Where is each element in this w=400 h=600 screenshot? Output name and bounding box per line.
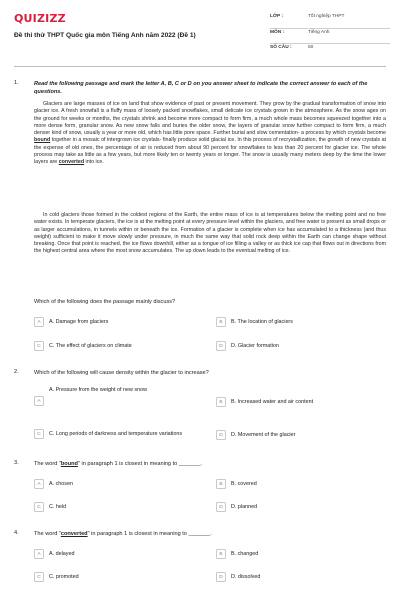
option-a[interactable]: [34, 388, 187, 406]
option-letter: D: [216, 502, 226, 512]
option-letter: C: [34, 502, 44, 512]
option-label: B. The location of glaciers: [231, 318, 293, 325]
option-c[interactable]: [34, 572, 79, 582]
passage-paragraph-2: In cold glaciers those formed in the coldest regions of the Earth, the entire mass of ice is at temperatures below the melting point and no free water exists. In temperate glaciers, the ice is at the melting point at every pressure level within the glaciers, and free water is present as small drops or as larger accumulations, in tunnels within or beneath the ice. Formation of a glacier is complete when ice has accumulated to a thickness (and thus weight) sufficient to make it move slowly under pressure, in much the same way that solid rock deep within the Earth can change shape without breaking. Once that point is reached, the ice flows downhill, either as a tongue of ice filling a valley or as thick ice cap that flows out in directions from the highest central area where the most snow accumulates. The up down leads to the eventual melting of ice.: [34, 212, 386, 255]
question-text: " in paragraph 1 is closest in meaning to: [87, 531, 187, 537]
option-label: C. The effect of glaciers on climate: [49, 342, 132, 349]
question-text: " in paragraph 1 is closest in meaning to: [77, 461, 178, 467]
passage-paragraph-1: [34, 101, 386, 167]
option-label: D. dissolved: [231, 573, 261, 580]
option-letter: D: [216, 572, 226, 582]
meta-label: SỐ CÂU :: [270, 45, 292, 50]
question-prompt: Which of the following will cause density within the glacier to increase?: [34, 370, 209, 376]
question-number: 3.: [14, 460, 19, 466]
option-b[interactable]: [216, 479, 257, 489]
option-letter: C: [34, 572, 44, 582]
option-a[interactable]: [34, 317, 108, 327]
option-d[interactable]: [216, 502, 257, 512]
question-number: 2.: [14, 369, 19, 375]
meta-value: 50: [308, 45, 314, 50]
option-letter: D: [216, 430, 226, 440]
passage-text: into ice.: [84, 159, 104, 166]
option-letter: C: [34, 341, 44, 351]
option-letter: A: [34, 549, 44, 559]
question-text: The word ": [34, 531, 61, 537]
keyword-bound: bound: [60, 461, 78, 467]
option-label: C. promoted: [49, 573, 79, 580]
keyword-converted: converted: [58, 159, 85, 166]
meta-value: Tiếng Anh: [308, 29, 330, 35]
option-label: A. Pressure from the weight of new snow: [49, 387, 147, 393]
meta-label: MÔN :: [270, 29, 285, 35]
option-letter: B: [216, 479, 226, 489]
option-d[interactable]: [216, 430, 295, 440]
option-c[interactable]: [34, 341, 132, 351]
meta-value: Tốt nghiệp THPT: [308, 14, 345, 19]
option-letter: A: [34, 317, 44, 327]
option-letter: B: [216, 549, 226, 559]
option-d[interactable]: [216, 572, 260, 582]
option-label: B. Increased water and air content: [231, 398, 314, 405]
meta-row-subject: [270, 29, 390, 45]
question-number: 1.: [14, 80, 19, 86]
option-label: A. delayed: [49, 550, 75, 557]
option-b[interactable]: [216, 317, 293, 327]
option-label: A. Damage from glaciers: [49, 318, 109, 325]
option-label: D. Movement of the glacier: [231, 431, 296, 438]
question-prompt: The word "converted" in paragraph 1 is closest in meaning to _______.: [34, 531, 212, 537]
meta-label: LỚP :: [270, 14, 284, 19]
option-label: D. Glacier formation: [231, 342, 279, 349]
option-letter: A: [34, 396, 44, 406]
option-letter: C: [34, 429, 44, 439]
passage-text: together in a mosaic of intergrown ice crystals- finally produce solid glacial ice. In this process of recrystallization, the growth of new crystals at the expense of old ones, the percentage of air is reduced from about 90 percent for snowflakes to less than 20 percent for glacier ice. The whole process may take as little as a few years, but more likely ten or twenty years or longer. The snow is usually many meters deep by the time the lower layers are: [34, 137, 386, 166]
option-letter: B: [216, 397, 226, 407]
meta-row-count: [270, 44, 390, 60]
option-label: A. chosen: [49, 480, 73, 487]
option-d[interactable]: [216, 341, 279, 351]
option-b[interactable]: [216, 397, 313, 407]
option-letter: B: [216, 317, 226, 327]
question-prompt: Which of the following does the passage mainly discuss?: [34, 299, 176, 305]
option-label: C. held: [49, 503, 67, 510]
option-letter: D: [216, 341, 226, 351]
worksheet-header: [0, 0, 400, 68]
option-b[interactable]: [216, 549, 258, 559]
keyword-bound: bound: [34, 137, 51, 144]
page-title: Đề thi thử THPT Quốc gia môn Tiếng Anh năm 2022 (Đề 1): [14, 32, 196, 39]
option-label: B. changed: [231, 550, 259, 557]
question-prompt: The word "bound" in paragraph 1 is closest in meaning to _______.: [34, 461, 203, 467]
option-a[interactable]: [34, 549, 74, 559]
option-c[interactable]: [34, 429, 199, 439]
meta-row-class: [270, 13, 390, 29]
option-a[interactable]: [34, 479, 73, 489]
option-c[interactable]: [34, 502, 66, 512]
passage-text: Glaciers are large masses of ice on land that show evidence of past or present movement. They grow by the gradual transformation of snow into glacier ice. A fresh snowfall is a fluffy mass of loosely packed snowflakes, small delicate ice crystals grown in the atmosphere. As the snow ages on the ground for weeks or months, the crystals shrink and become more compact to form firm, a much whole mass becomes squeezed together into a more dense form, granular snow. As new snow falls and buries the older snow, the layers of granular snow further compact to form firm, a much denser kind of snow, usually a year or more old, which has little pore space. Further burial and slow cementation- a process by which crystals become: [34, 101, 386, 137]
option-label: C. Long periods of darkness and temperature variations: [49, 430, 183, 437]
quizizz-logo: QUIZIZZ: [14, 12, 66, 25]
keyword-converted: converted: [60, 531, 88, 537]
question-text: The word ": [34, 461, 61, 467]
option-label: B. covered: [231, 480, 257, 487]
header-divider: [14, 66, 386, 67]
option-label: D. planned: [231, 503, 258, 510]
question-instruction: Read the following passage and mark the letter A, B, C or D on you answer sheet to indicate the correct answer to each of the questions.: [34, 81, 368, 95]
meta-table: [270, 13, 390, 60]
option-letter: A: [34, 479, 44, 489]
question-number: 4.: [14, 530, 19, 536]
